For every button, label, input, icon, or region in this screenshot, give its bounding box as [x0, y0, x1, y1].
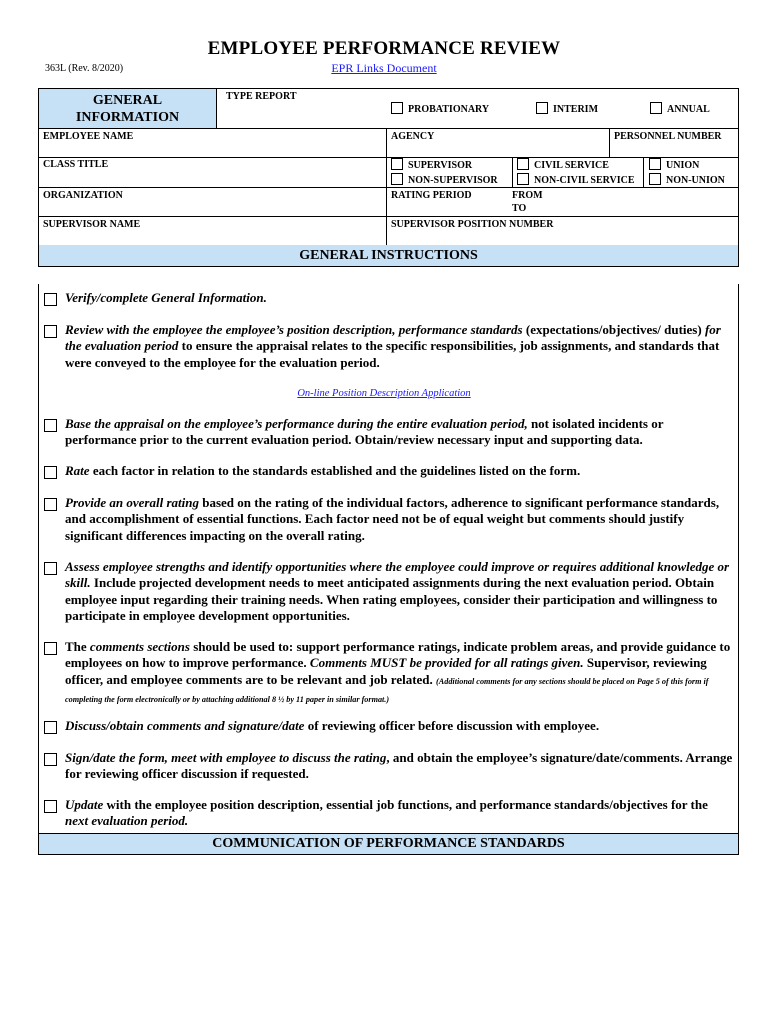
instruction-text: of reviewing officer before discussion with employee.	[304, 718, 600, 733]
instruction-text: with the employee position description, essential job functions, and performance standards/objectives for the	[103, 797, 708, 812]
probationary-option[interactable]	[391, 102, 489, 115]
instruction-checkbox-3[interactable]	[44, 419, 57, 432]
personnel-number-label: PERSONNEL NUMBER	[614, 131, 722, 142]
instruction-item	[44, 495, 734, 544]
interim-checkbox[interactable]	[536, 102, 548, 114]
instruction-text: The	[65, 639, 90, 654]
additional-comments-note: (Additional comments for any sections should be placed on Page 5 of this form if completing the form electronically or by attaching additional 8 ½ by 11 paper in similar format.)	[65, 676, 709, 705]
instruction-item	[44, 290, 734, 306]
instruction-text: Provide an overall rating	[65, 495, 199, 510]
instruction-checkbox-8[interactable]	[44, 721, 57, 734]
instruction-checkbox-1[interactable]	[44, 293, 57, 306]
non-union-option[interactable]	[649, 173, 725, 186]
civil-service-label: CIVIL SERVICE	[534, 160, 609, 171]
instruction-item	[44, 559, 734, 625]
non-civil-service-label: NON-CIVIL SERVICE	[534, 175, 635, 186]
rating-period-to-label: TO	[512, 203, 527, 214]
civil-service-option[interactable]	[517, 158, 609, 171]
annual-label: ANNUAL	[667, 104, 710, 115]
instruction-text: Rate	[65, 463, 90, 478]
non-union-checkbox[interactable]	[649, 173, 661, 185]
instruction-text: to ensure the appraisal relates to the specific responsibilities, job assignments, and standards that were conveyed to the employee for the evaluation period.	[65, 338, 720, 370]
communication-of-performance-standards-heading: COMMUNICATION OF PERFORMANCE STANDARDS	[38, 833, 739, 855]
instruction-text: (expectations/objectives/ duties)	[522, 322, 705, 337]
organization-label: ORGANIZATION	[43, 190, 123, 201]
instruction-checkbox-10[interactable]	[44, 800, 57, 813]
annual-option[interactable]	[650, 102, 710, 115]
instruction-text: should be used to: support performance ratings, indicate problem areas, and provide guidance to employees on how to improve performance.	[65, 639, 731, 671]
non-union-label: NON-UNION	[666, 175, 725, 186]
probationary-label: PROBATIONARY	[408, 104, 490, 115]
instruction-text: , and obtain the employee’s signature/date/comments. Arrange for reviewing officer discussion if requested.	[65, 750, 733, 782]
non-civil-service-checkbox[interactable]	[517, 173, 529, 185]
interim-label: INTERIM	[553, 104, 599, 115]
form-title: EMPLOYEE PERFORMANCE REVIEW	[207, 38, 561, 59]
instruction-text: Verify/complete General Information.	[65, 290, 267, 305]
instruction-item	[44, 718, 734, 734]
epr-links-document-link[interactable]: EPR Links Document	[331, 61, 437, 75]
union-label: UNION	[666, 160, 700, 171]
instruction-checkbox-4[interactable]	[44, 466, 57, 479]
employee-name-label: EMPLOYEE NAME	[43, 131, 134, 142]
supervisor-checkbox[interactable]	[391, 158, 403, 170]
instruction-text: Comments MUST be provided for all ratings given.	[309, 655, 584, 671]
annual-checkbox[interactable]	[650, 102, 662, 114]
class-title-label: CLASS TITLE	[43, 159, 109, 170]
form-code: 363L (Rev. 8/2020)	[45, 63, 124, 74]
online-position-description-link[interactable]: On-line Position Description Application	[297, 388, 471, 399]
general-information-heading-line2: INFORMATION	[75, 110, 180, 125]
general-instructions-heading: GENERAL INSTRUCTIONS	[39, 245, 738, 266]
instruction-text: Supervisor, reviewing officer, and employee comments are to be relevant and job related.	[65, 655, 707, 687]
supervisor-label: SUPERVISOR	[408, 160, 473, 171]
agency-label: AGENCY	[391, 131, 435, 142]
type-report-label: TYPE REPORT	[226, 91, 297, 102]
instruction-text: Base the appraisal on the employee’s performance during the entire evaluation period,	[65, 416, 528, 431]
union-checkbox[interactable]	[649, 158, 661, 170]
supervisor-position-number-label: SUPERVISOR POSITION NUMBER	[391, 219, 554, 230]
civil-service-checkbox[interactable]	[517, 158, 529, 170]
instruction-text: comments sections	[89, 639, 190, 654]
supervisor-name-label: SUPERVISOR NAME	[43, 219, 141, 230]
instruction-text: based on the rating of the individual factors, adherence to significant performance standards, and accomplishment of essential functions. Each factor need not be of equal weight but comments should justify significant differences impacting on the overall rating.	[65, 495, 720, 543]
instruction-item	[44, 750, 734, 783]
instruction-item	[44, 416, 734, 449]
non-supervisor-label: NON-SUPERVISOR	[408, 175, 498, 186]
union-option[interactable]	[649, 158, 699, 171]
instruction-text: not isolated incidents or performance prior to the current evaluation period. Obtain/review necessary input and supporting data.	[65, 416, 664, 448]
instruction-checkbox-6[interactable]	[44, 562, 57, 575]
instruction-text: Discuss/obtain comments and signature/date	[65, 718, 305, 733]
instruction-checkbox-5[interactable]	[44, 498, 57, 511]
instruction-text: next evaluation period.	[65, 813, 189, 829]
instruction-text: Update	[65, 797, 104, 812]
rating-period-label: RATING PERIOD	[391, 190, 472, 201]
instruction-text: Review with the employee the employee’s position description, performance standards	[65, 322, 523, 337]
instruction-text: Include projected development needs to meet anticipated assignments during the next evaluation period. Obtain employee input regarding their training needs. When rating employees, consider their participation and willingness to participate in employee development opportunities.	[65, 575, 718, 624]
instruction-item	[44, 463, 734, 479]
instruction-text: for the evaluation period	[65, 322, 721, 354]
interim-option[interactable]	[536, 102, 598, 115]
general-information-table	[38, 88, 739, 267]
non-supervisor-option[interactable]	[391, 173, 498, 186]
general-information-heading-line1: GENERAL	[92, 93, 163, 108]
instruction-checkbox-2[interactable]	[44, 325, 57, 338]
instruction-text: each factor in relation to the standards established and the guidelines listed on the form.	[89, 463, 581, 478]
non-supervisor-checkbox[interactable]	[391, 173, 403, 185]
probationary-checkbox[interactable]	[391, 102, 403, 114]
instruction-checkbox-7[interactable]	[44, 642, 57, 655]
instruction-text: Sign/date the form, meet with employee to discuss the rating	[65, 750, 387, 765]
instruction-text: Assess employee strengths and identify opportunities where the employee could improve or requires additional knowledge or skill.	[65, 559, 730, 591]
instruction-item	[44, 639, 734, 709]
non-civil-service-option[interactable]	[517, 173, 635, 186]
instruction-item	[44, 797, 734, 830]
instruction-checkbox-9[interactable]	[44, 753, 57, 766]
supervisor-option[interactable]	[391, 158, 472, 171]
general-information-heading	[39, 89, 217, 129]
instruction-item	[44, 322, 734, 371]
rating-period-from-label: FROM	[512, 190, 543, 201]
